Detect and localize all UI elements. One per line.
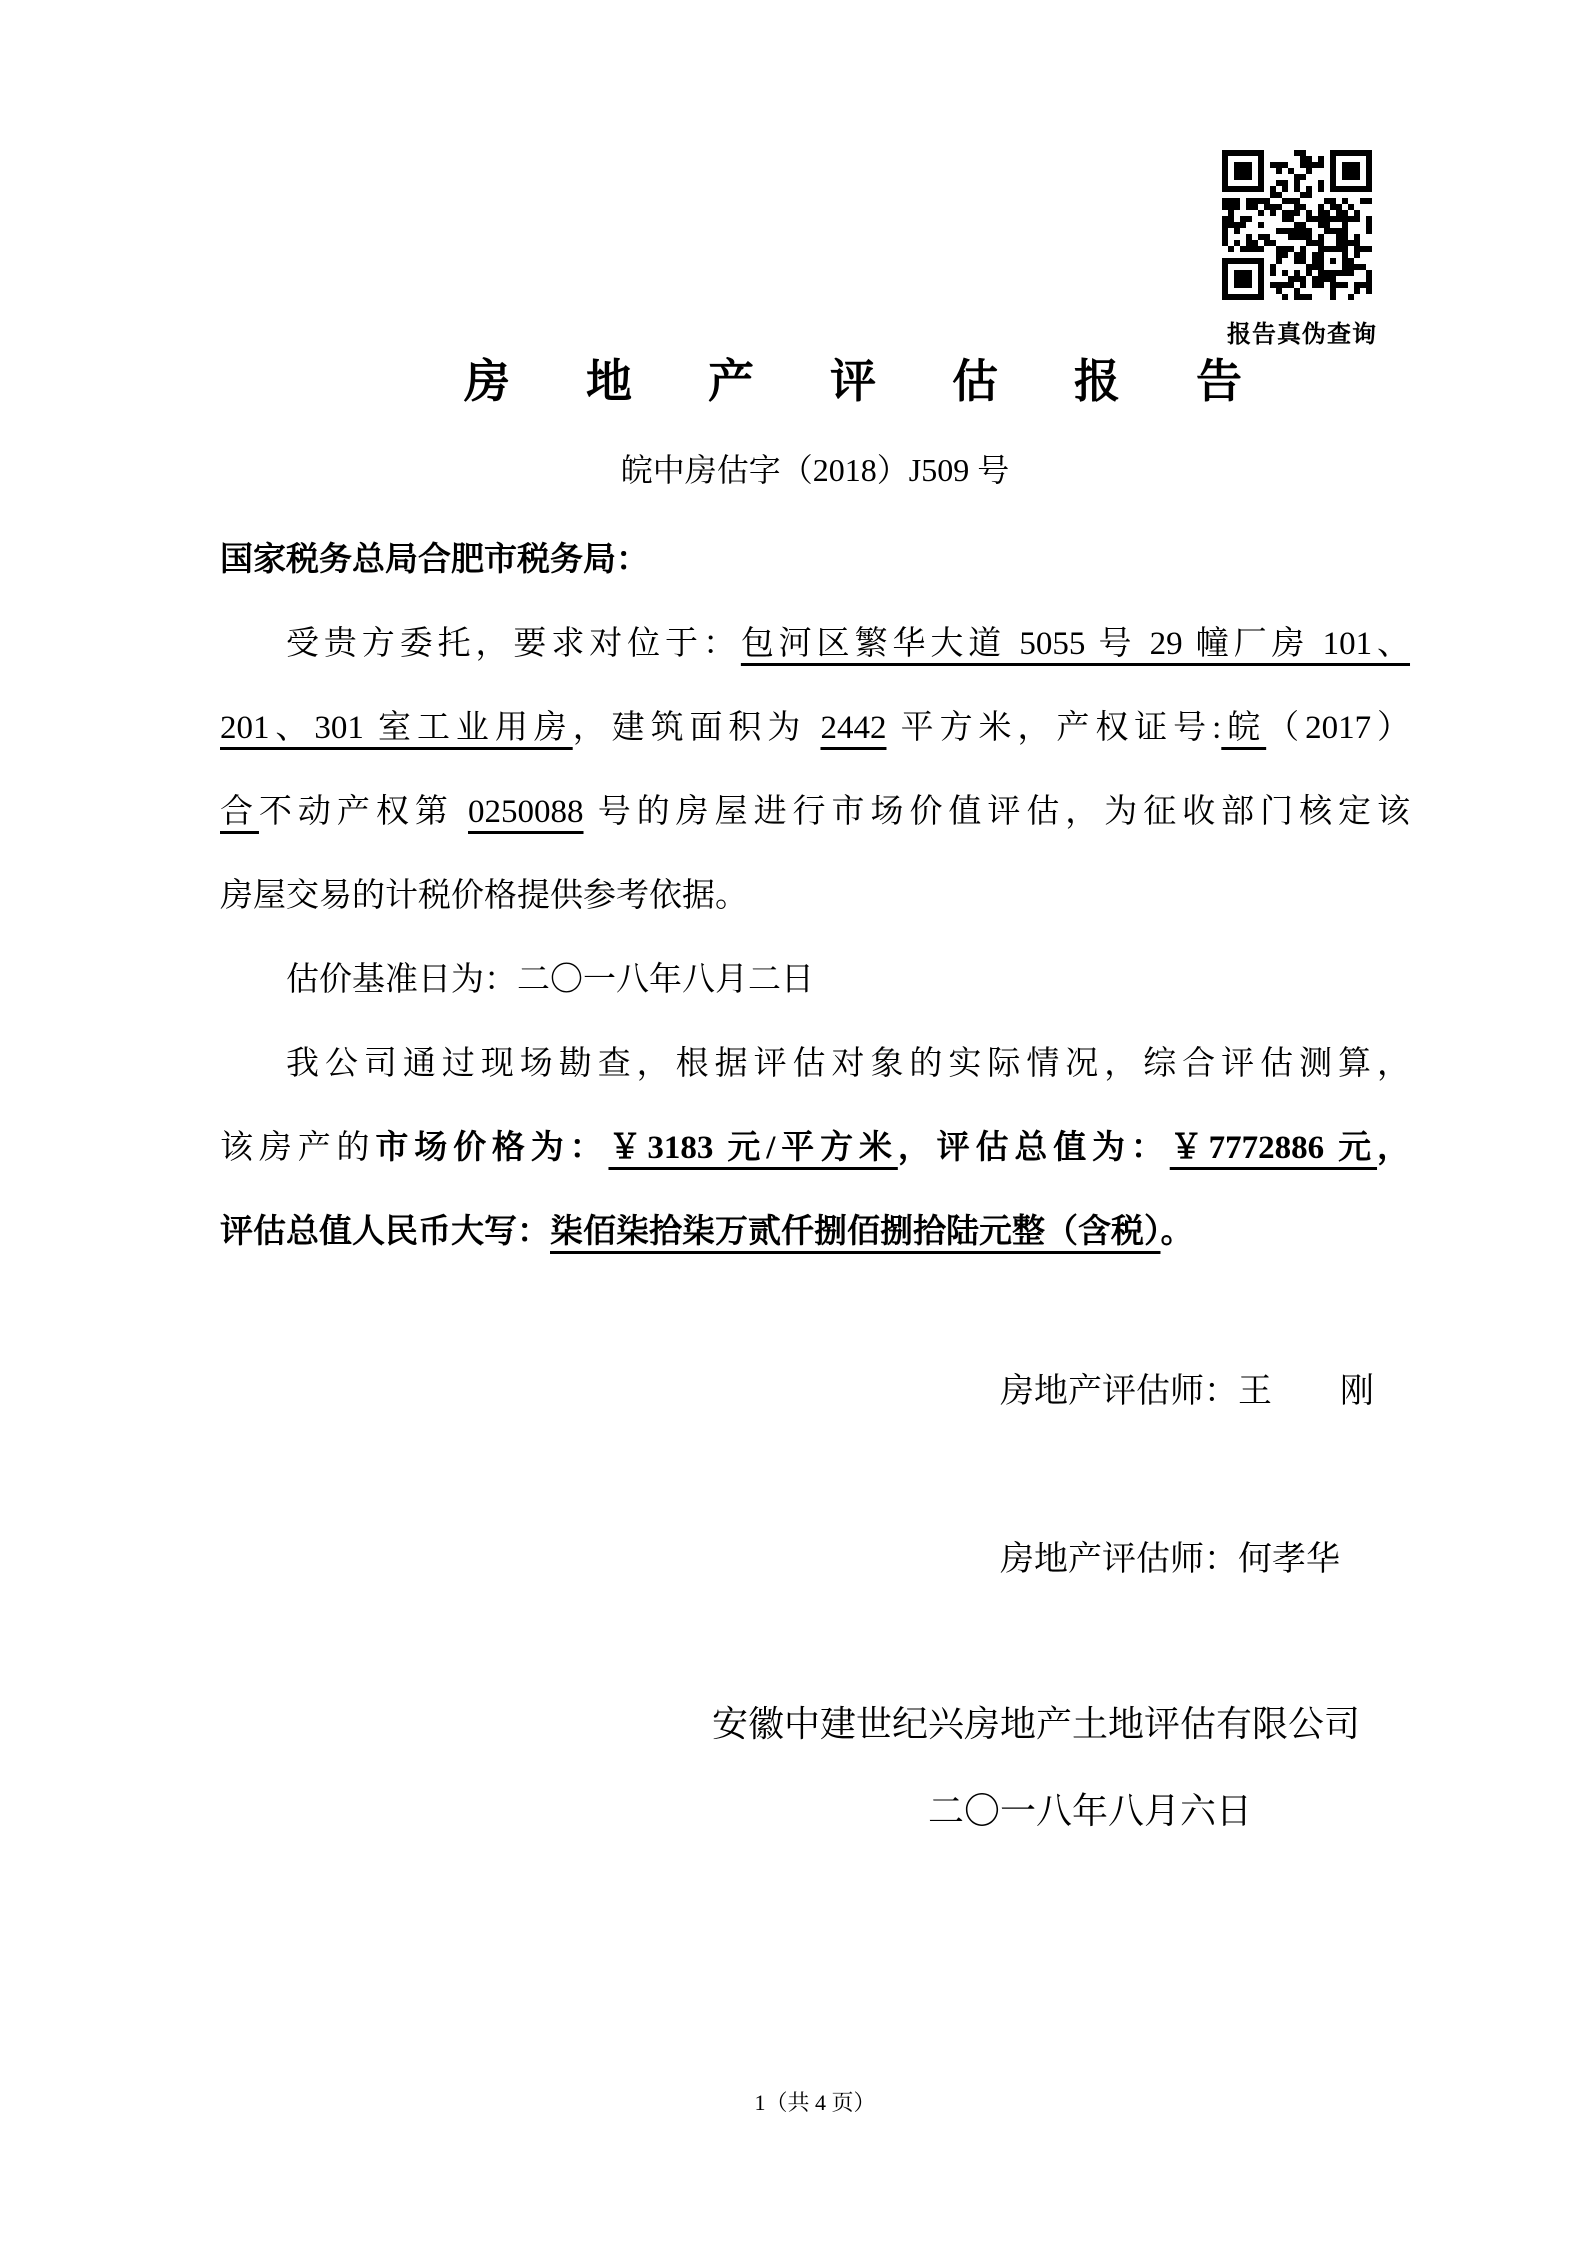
body-line: 评估总值人民币大写：柒佰柒拾柒万贰仟捌佰捌拾陆元整（含税）。 xyxy=(220,1214,1194,1250)
body-line: 201、301 室工业用房，建筑面积为 2442 平方米，产权证号:皖（2017） xyxy=(220,710,1411,746)
body-line: 我公司通过现场勘查，根据评估对象的实际情况，综合评估测算， xyxy=(286,1046,1410,1082)
qr-caption: 报告真伪查询 xyxy=(1227,322,1377,348)
body-line: 该房产的市场价格为：￥3183 元/平方米，评估总值为：￥7772886 元， xyxy=(220,1130,1411,1166)
company-name: 安徽中建世纪兴房地产土地评估有限公司 xyxy=(712,1704,1361,1744)
signature-line-appraiser-2: 房地产评估师：何孝华 xyxy=(1000,1541,1340,1578)
qr-code xyxy=(1222,150,1372,300)
body-line: 受贵方委托，要求对位于：包河区繁华大道 5055 号 29 幢厂房 101、 xyxy=(286,626,1411,662)
signature-line-appraiser-1: 房地产评估师：王 刚 xyxy=(1000,1373,1374,1410)
page-title: 房地产评估报告 xyxy=(464,356,1318,407)
report-date: 二〇一八年八月六日 xyxy=(928,1791,1253,1831)
report-body xyxy=(220,518,1410,1274)
body-line: 合不动产权第 0250088 号的房屋进行市场价值评估，为征收部门核定该 xyxy=(220,794,1411,830)
page-footer: 1（共 4 页） xyxy=(754,2090,876,2115)
addressee: 国家税务总局合肥市税务局： xyxy=(220,542,649,578)
body-paragraphs xyxy=(220,602,1410,1274)
body-line: 估价基准日为：二〇一八年八月二日 xyxy=(286,962,814,998)
qr-block xyxy=(1222,150,1382,349)
body-line: 房屋交易的计税价格提供参考依据。 xyxy=(220,878,748,914)
doc-number: 皖中房估字（2018）J509 号 xyxy=(620,452,1010,488)
